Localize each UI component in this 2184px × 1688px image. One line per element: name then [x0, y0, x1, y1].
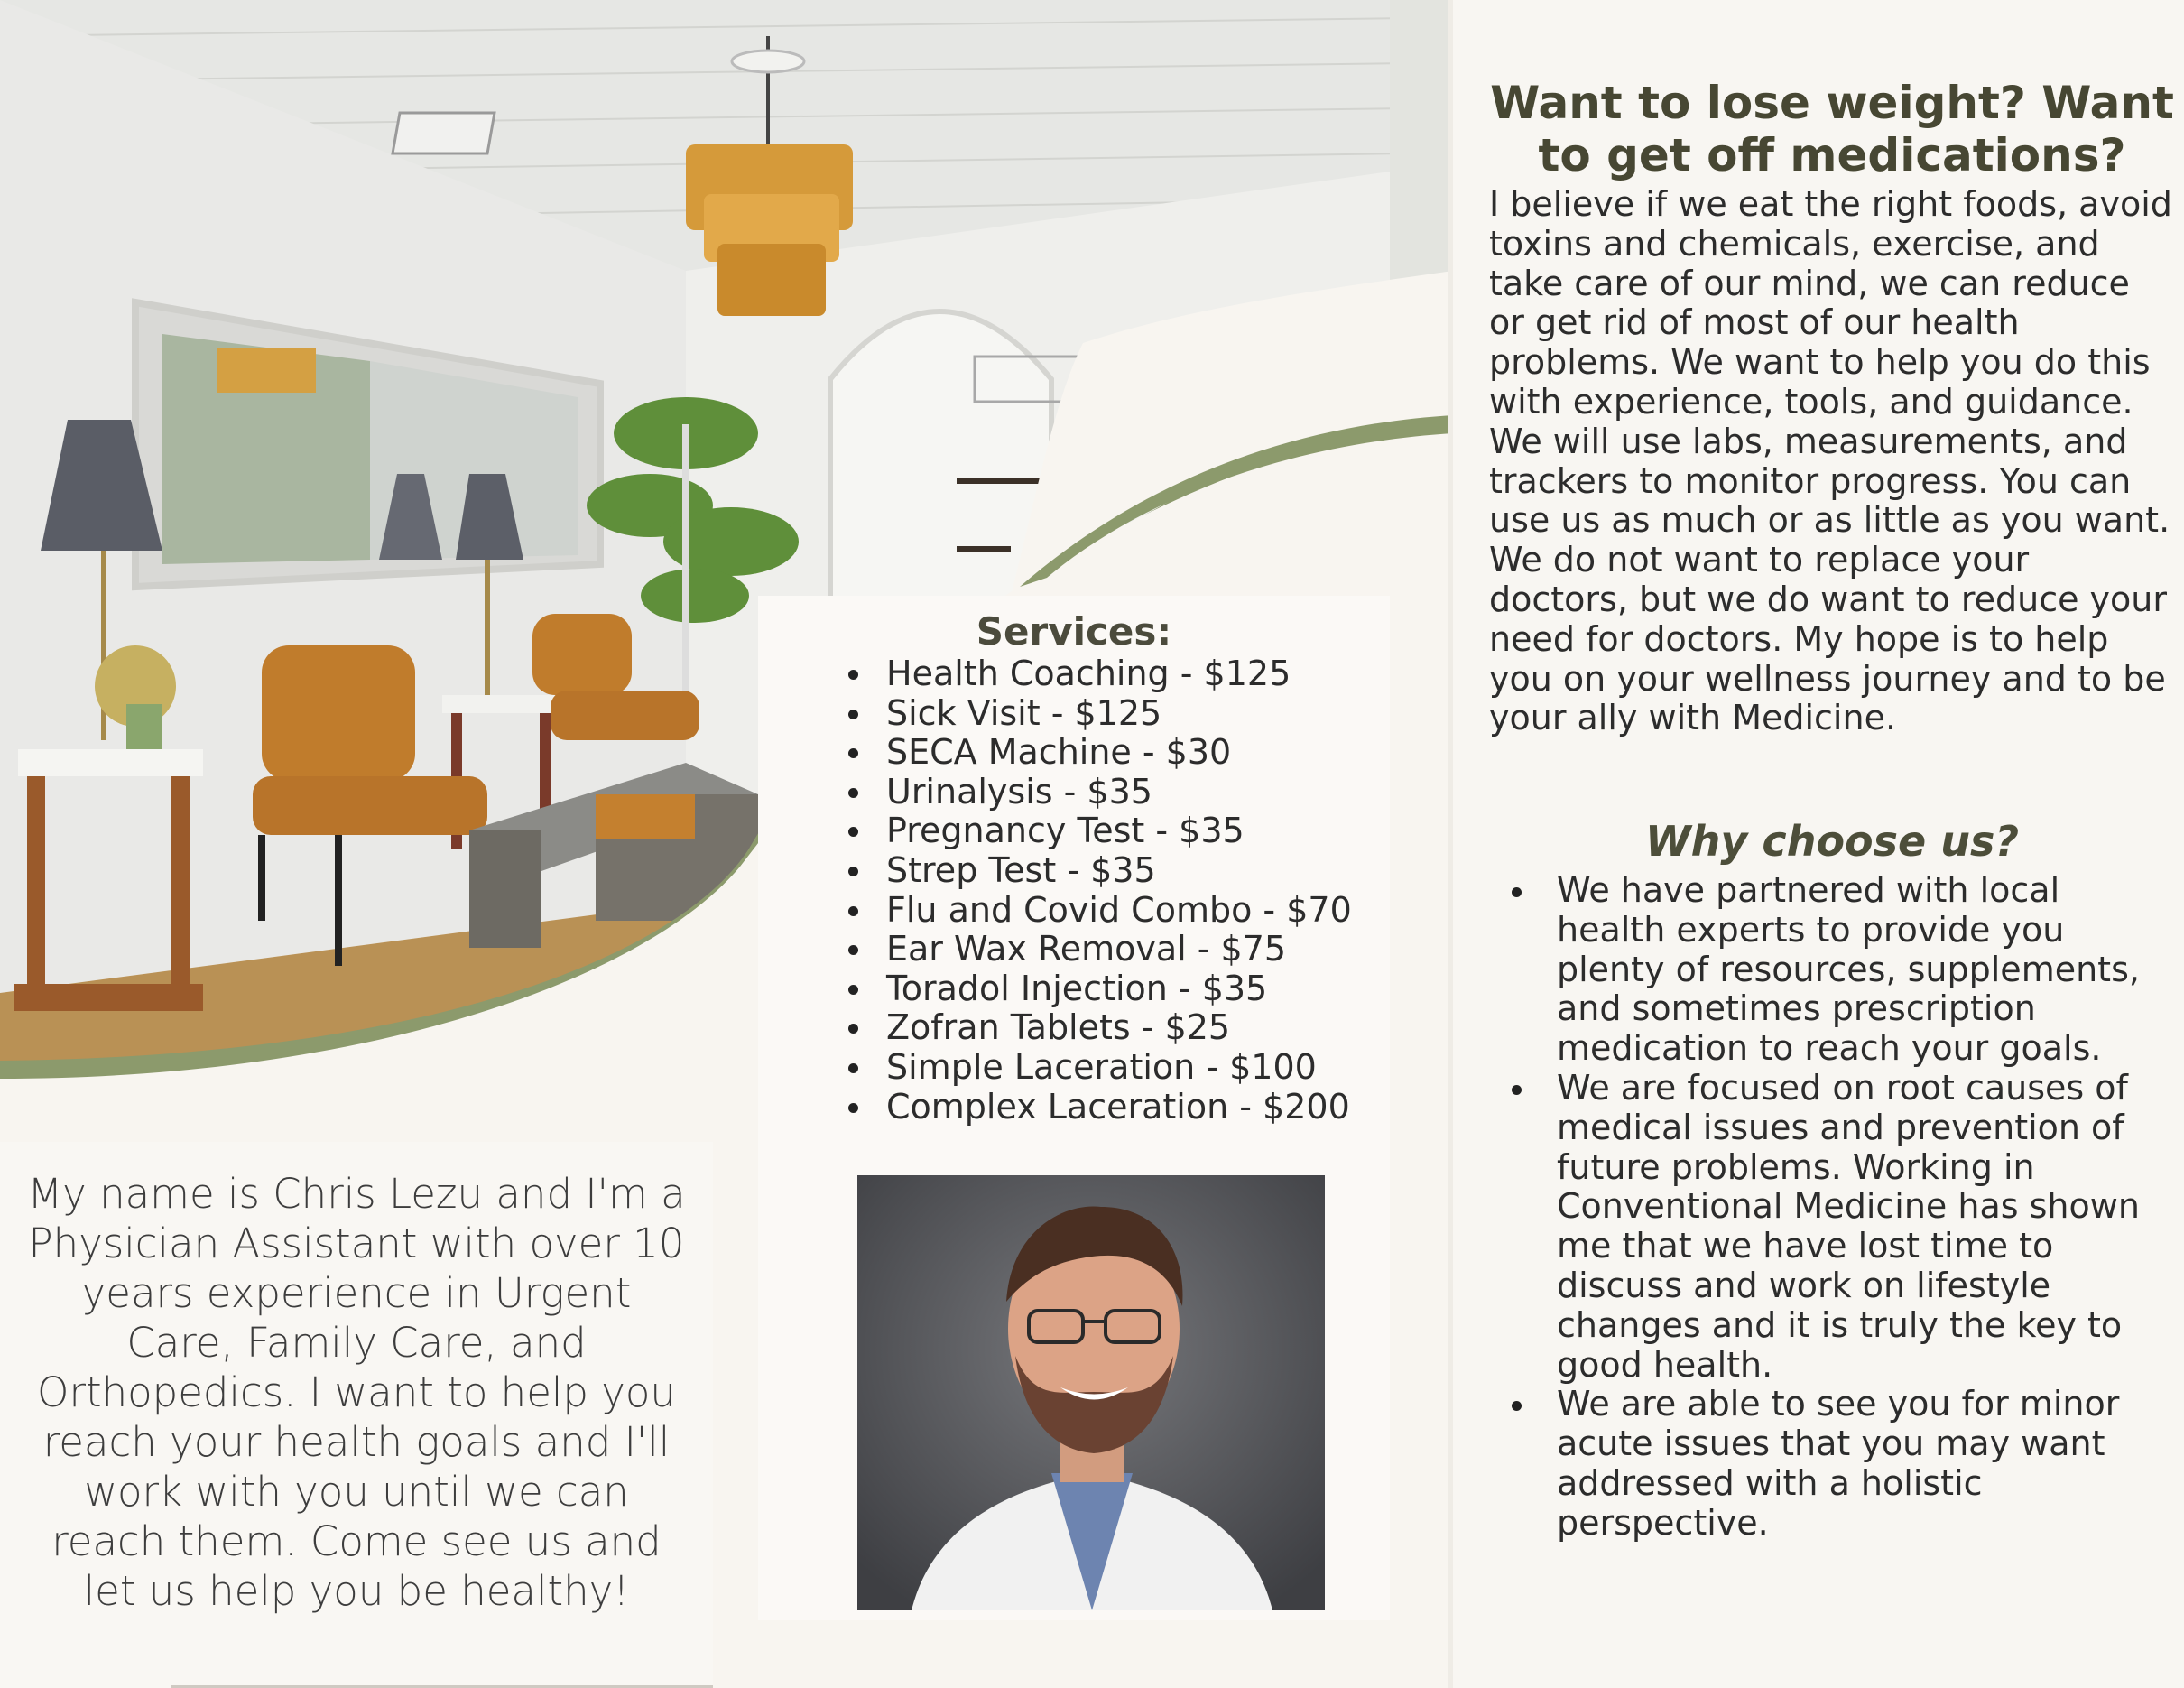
list-item: Pregnancy Test - $35 — [848, 812, 1352, 851]
list-item: We are able to see you for minor acute issues that you may want addressed with a holistic perspective. — [1512, 1385, 2161, 1543]
why-list — [1512, 871, 2161, 1544]
list-item: Simple Laceration - $100 — [848, 1048, 1352, 1088]
services-heading: Services: — [976, 609, 1172, 654]
list-item: We have partnered with local health experts to provide you plenty of resources, supplements, and sometimes prescription medication to reach your goals. — [1512, 871, 2161, 1069]
list-item: Complex Laceration - $200 — [848, 1088, 1352, 1127]
portrait-photo — [857, 1175, 1325, 1610]
intro-text: I believe if we eat the right foods, avoid toxins and chemicals, exercise, and take care of our mind, we can reduce or get rid of most of our health problems. We want to help you do this with experience, tools, and guidance. We will use labs, measurements, and trackers to monitor progress. You can use us as much or as little as you want. We do not want to replace your doctors, but we do want to reduce your need for doctors. My hope is to help you on your wellness journey and to be your ally with Medicine. — [1489, 184, 2172, 738]
list-item: Flu and Covid Combo - $70 — [848, 891, 1352, 931]
intro-heading: Want to lose weight? Want to get off medications? — [1490, 77, 2174, 181]
list-item: Strep Test - $35 — [848, 851, 1352, 891]
list-item: Toradol Injection - $35 — [848, 969, 1352, 1009]
services-list — [848, 654, 1352, 1127]
bio-text: My name is Chris Lezu and I'm a Physician Assistant with over 10 years experience in Urgent Care, Family Care, and Orthopedics. I want to help you reach your health goals and I'll work with you until we can reach them. Come see us and let us help you be healthy! — [27, 1170, 686, 1615]
list-item: SECA Machine - $30 — [848, 733, 1352, 773]
services-panel — [758, 596, 1390, 1620]
list-item: Sick Visit - $125 — [848, 694, 1352, 734]
list-item: Urinalysis - $35 — [848, 773, 1352, 812]
why-heading: Why choose us? — [1644, 817, 2020, 866]
bio-panel — [0, 1142, 713, 1688]
list-item: Ear Wax Removal - $75 — [848, 930, 1352, 969]
list-item: We are focused on root causes of medical issues and prevention of future problems. Working in Conventional Medicine has shown me that we have lost time to discuss and work on lifestyle changes and it is truly the key to good health. — [1512, 1069, 2161, 1385]
right-panel — [1453, 0, 2184, 1688]
list-item: Health Coaching - $125 — [848, 654, 1352, 694]
list-item: Zofran Tablets - $25 — [848, 1008, 1352, 1048]
